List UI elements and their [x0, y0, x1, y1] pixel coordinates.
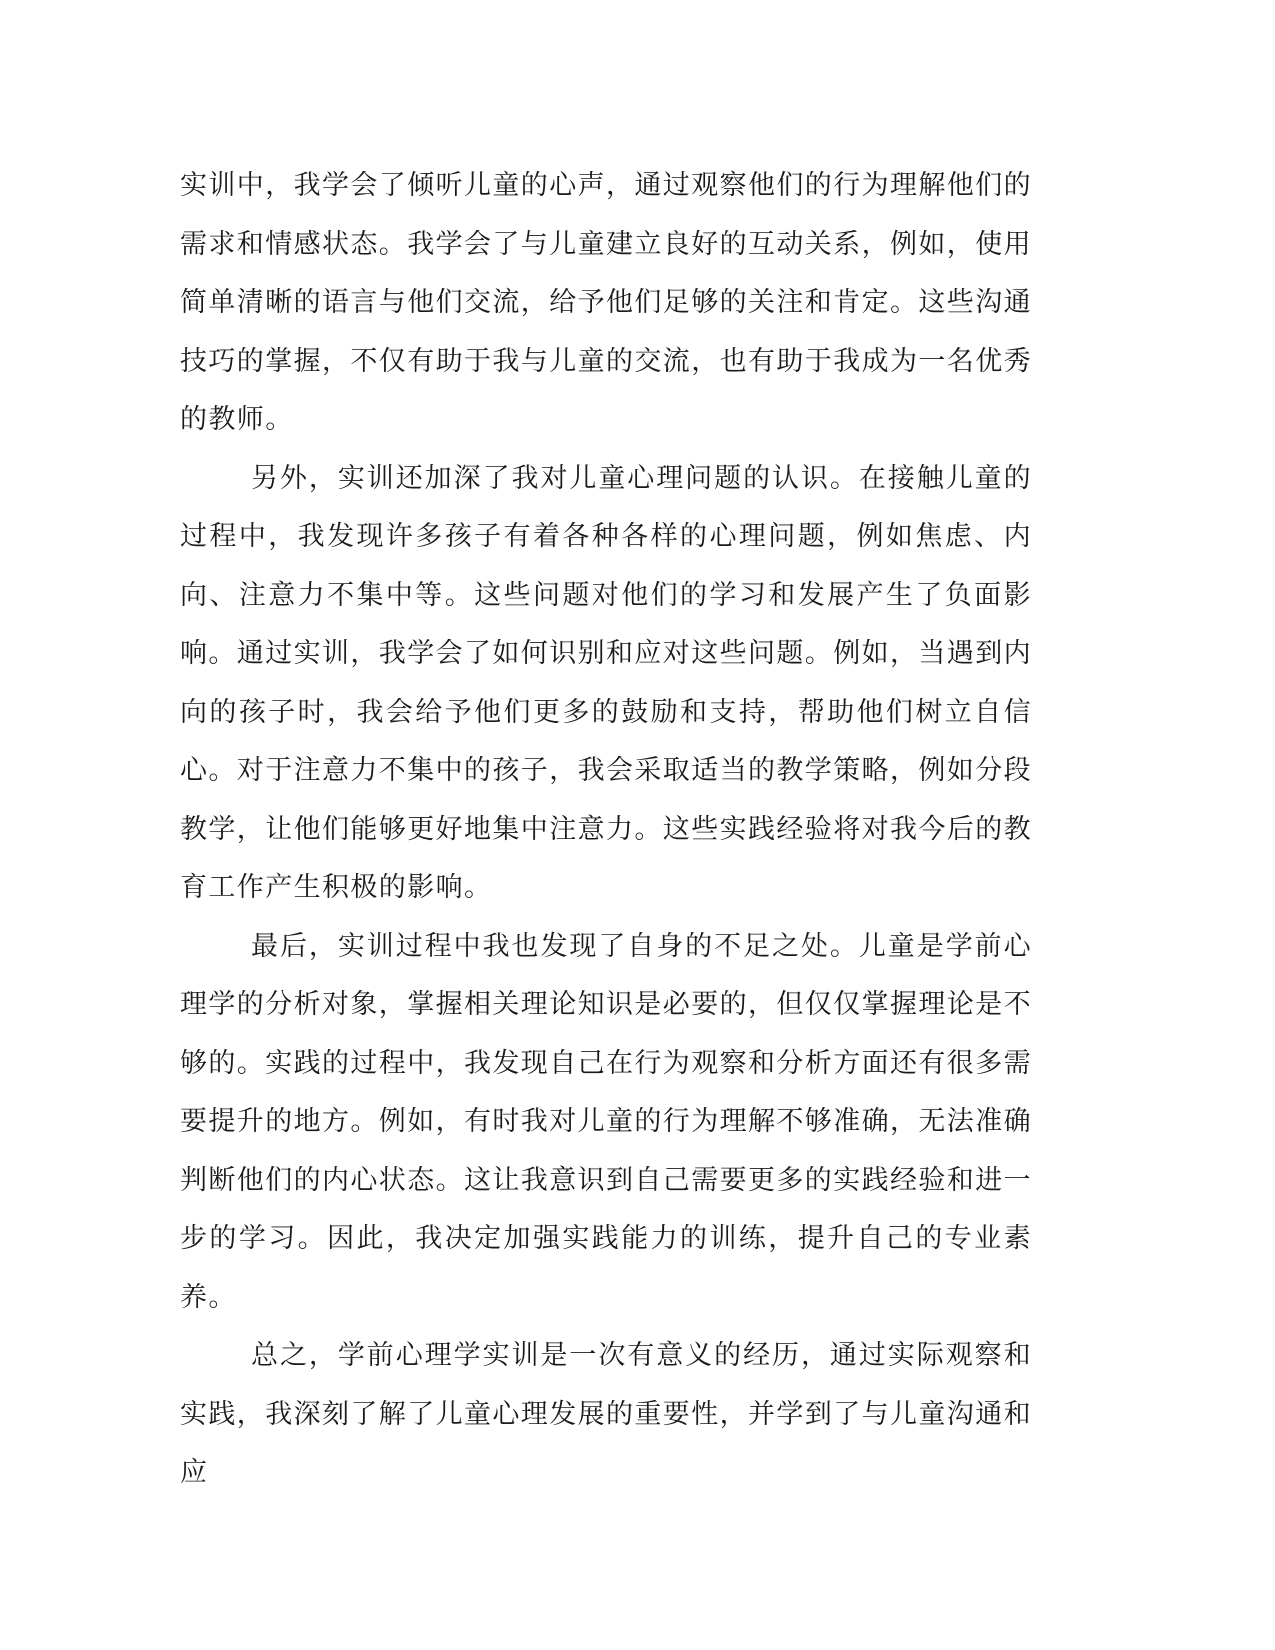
paragraph-communication-skills: 实训中，我学会了倾听儿童的心声，通过观察他们的行为理解他们的需求和情感状态。我学会了与儿童建立良好的互动关系，例如，使用简单清晰的语言与他们交流，给予他们足够的关注和肯定。这些沟通技巧的掌握，不仅有助于我与儿童的交流，也有助于我成为一名优秀的教师。: [180, 170, 1032, 435]
paragraph-psychological-issues: 另外，实训还加深了我对儿童心理问题的认识。在接触儿童的过程中，我发现许多孩子有着各种各样的心理问题，例如焦虑、内向、注意力不集中等。这些问题对他们的学习和发展产生了负面影响。通过实训，我学会了如何识别和应对这些问题。例如，当遇到内向的孩子时，我会给予他们更多的鼓励和支持，帮助他们树立自信心。对于注意力不集中的孩子，我会采取适当的教学策略，例如分段教学，让他们能够更好地集中注意力。这些实践经验将对我今后的教育工作产生积极的影响。: [180, 462, 1032, 903]
document-body: [180, 157, 1032, 1503]
paragraph-conclusion: 总之，学前心理学实训是一次有意义的经历，通过实际观察和实践，我深刻了解了儿童心理发展的重要性，并学到了与儿童沟通和应: [180, 1340, 1032, 1488]
paragraph-shortcomings: 最后，实训过程中我也发现了自身的不足之处。儿童是学前心理学的分析对象，掌握相关理论知识是必要的，但仅仅掌握理论是不够的。实践的过程中，我发现自己在行为观察和分析方面还有很多需要提升的地方。例如，有时我对儿童的行为理解不够准确，无法准确判断他们的内心状态。这让我意识到自己需要更多的实践经验和进一步的学习。因此，我决定加强实践能力的训练，提升自己的专业素养。: [180, 930, 1032, 1313]
